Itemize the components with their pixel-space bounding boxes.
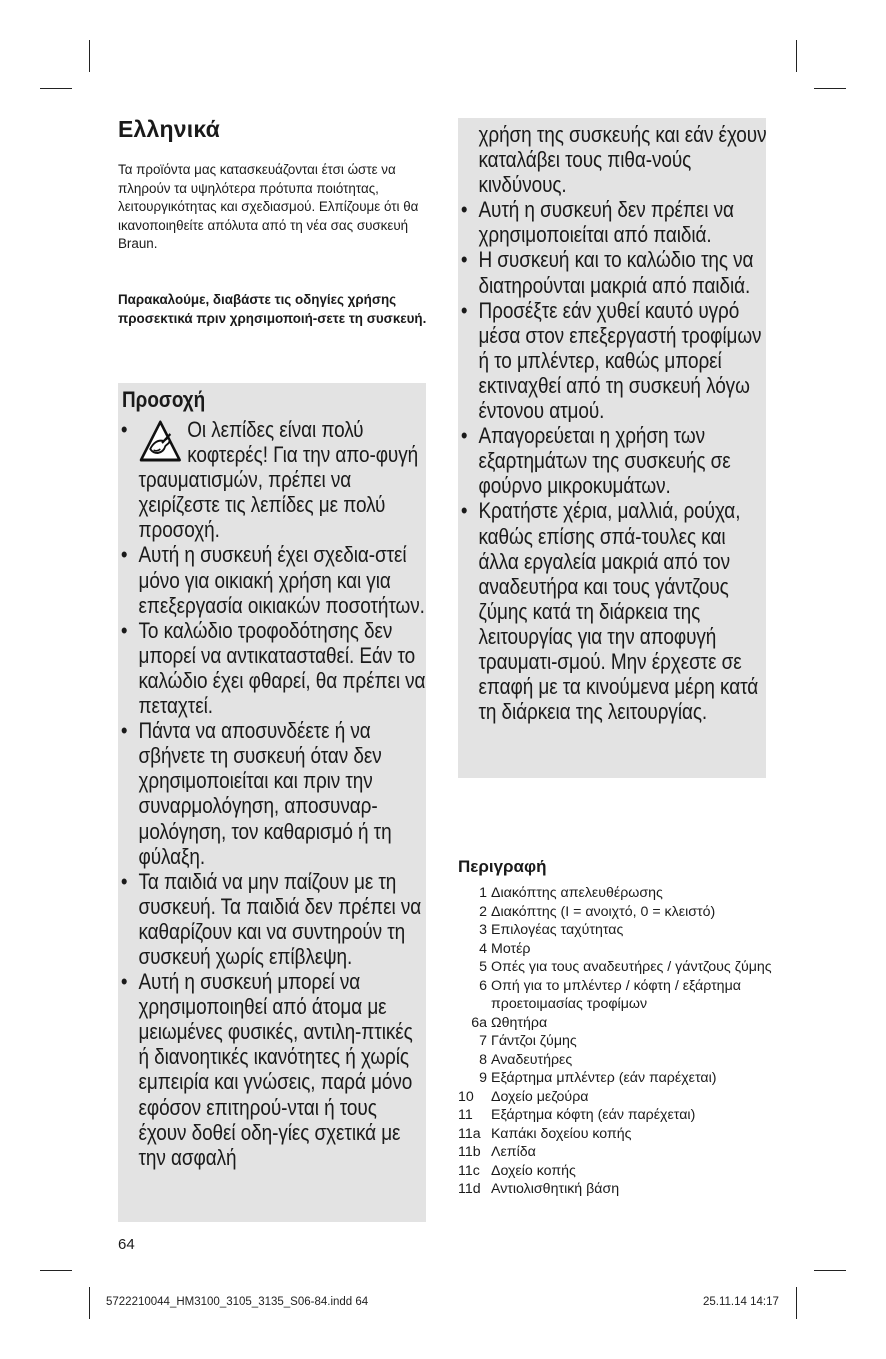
crop-mark (796, 1287, 797, 1319)
caution-item (460, 423, 767, 498)
part-label: Καπάκι δοχείου κοπής (491, 1125, 632, 1142)
caution-list (120, 417, 427, 1170)
part-number: 10 (458, 1088, 474, 1105)
caution-item (460, 298, 767, 423)
caution-box-continued (458, 118, 766, 778)
part-number: 3 (479, 922, 487, 938)
part-label: Εξάρτημα κόφτη (εάν παρέχεται) (491, 1107, 696, 1123)
read-instructions-notice: Παρακαλούμε, διαβάστε τις οδηγίες χρήσης προσεκτικά πριν χρησιμοποιή-σετε τη συσκευή. (118, 292, 427, 326)
part-number: 5 (479, 959, 487, 975)
caution-item-text: Προσέξτε εάν χυθεί καυτό υγρό μέσα στον επεξεργαστή τροφίμων ή το μπλέντερ, καθώς μπορεί εκτιναχθεί από τη συσκευή λόγω έντονου ατμού. (478, 297, 762, 424)
bullet: • (120, 417, 128, 442)
caution-item (120, 869, 427, 969)
caution-item-continuation: χρήση της συσκευής και εάν έχουν καταλάβει τους πιθα-νούς κινδύνους. (478, 122, 767, 198)
part-item (458, 958, 778, 977)
part-item (458, 1162, 778, 1181)
intro-paragraph: Τα προϊόντα μας κατασκευάζονται έτσι ώστε να πληρούν τα υψηλότερα πρότυπα ποιότητας, λειτουργικότητας και σχεδιασμού. Ελπίζουμε ότι θα ικανοποιηθείτε απόλυτα από τη νέα σας συσκευή Braun. (118, 162, 419, 252)
caution-heading: Προσοχή (122, 387, 206, 412)
language-heading: Ελληνικά (118, 116, 220, 142)
part-item (458, 1032, 778, 1051)
caution-item-text: Το καλώδιο τροφοδότησης δεν μπορεί να αντικατασταθεί. Εάν το καλώδιο έχει φθαρεί, θα πρέπει να πεταχτεί. (138, 617, 426, 719)
part-item (458, 921, 778, 940)
caution-item (120, 542, 427, 617)
part-number: 4 (479, 940, 487, 957)
page-number: 64 (118, 1236, 135, 1253)
part-label: Γάντζοι ζύμης (491, 1033, 577, 1049)
crop-mark (796, 40, 797, 72)
caution-list-continued (460, 122, 767, 724)
part-label: Ωθητήρα (491, 1014, 548, 1031)
bullet: • (460, 423, 468, 449)
caution-item-text: Τα παιδιά να μην παίζουν με τη συσκευή. Τα παιδιά δεν πρέπει να καθαρίζουν και να συντηρούν τη συσκευή χωρίς επίβλεψη. (138, 868, 422, 969)
caution-box (118, 383, 426, 1222)
bullet: • (460, 297, 468, 323)
parts-list (458, 884, 778, 1199)
bullet: • (120, 969, 128, 995)
caution-item (120, 718, 427, 869)
caution-item-text: Αυτή η συσκευή μπορεί να χρησιμοποιηθεί από άτομα με μειωμένες φυσικές, αντιλη-πτικές ή διανοητικές ικανότητες ή χωρίς εμπειρία και γνώσεις, παρά μόνο εφόσον επιτηρού-νται ή τους έχουν δοθεί οδη-γίες σχετικά με την ασφαλή (138, 969, 413, 1170)
part-label: Λεπίδα (491, 1144, 536, 1160)
caution-item (460, 498, 767, 724)
caution-item-text: Η συσκευή και το καλώδιο της να διατηρούνται μακριά από παιδιά. (478, 247, 754, 298)
part-item (458, 903, 778, 922)
caution-item-text: Απαγορεύεται η χρήση των εξαρτημάτων της συσκευής σε φούρνο μικροκυμάτων. (478, 423, 731, 499)
part-label: Αντιολισθητική βάση (491, 1181, 620, 1197)
part-label: Οπές για τους αναδευτήρες / γάντζους ζύμης (491, 959, 772, 975)
caution-item-text: Αυτή η συσκευή δεν πρέπει να χρησιμοποιείται από παιδιά. (478, 197, 734, 248)
part-label: Μοτέρ (491, 940, 531, 957)
bullet: • (460, 197, 468, 223)
part-item (458, 977, 778, 1014)
part-label: Οπή για το μπλέντερ / κόφτη / εξάρτημα προετοιμασίας τροφίμων (491, 977, 741, 1012)
part-label: Δοχείο μεζούρα (491, 1088, 589, 1105)
part-number: 7 (479, 1033, 487, 1049)
bullet: • (460, 498, 468, 524)
part-item (458, 1088, 778, 1107)
caution-item-text: Οι λεπίδες είναι πολύ κοφτερές! Για την απο-φυγή τραυματισμών, πρέπει να χειρίζεστε τις λεπίδες με πολύ προσοχή. (138, 417, 419, 543)
caution-item (120, 618, 427, 718)
part-number: 11b (458, 1144, 481, 1160)
caution-item-text: Κρατήστε χέρια, μαλλιά, ρούχα, καθώς επίσης σπά-τουλες και άλλα εργαλεία μακριά από τον αναδευτήρα και τους γάντζους ζύμης κατά τη διάρκεια της λειτουργίας για την αποφυγή τραυματι-σμού. Μην έρχεστε σε επαφή με τα κινούμενα μέρη κατά τη διάρκεια της λειτουργίας. (478, 498, 759, 725)
bullet: • (120, 542, 128, 568)
part-number: 11 (458, 1107, 473, 1123)
part-number: 11c (458, 1162, 480, 1179)
part-item (458, 1014, 778, 1033)
part-label: Διακόπτης απελευθέρωσης (491, 885, 663, 901)
caution-item (460, 247, 767, 297)
caution-item-text: Αυτή η συσκευή έχει σχεδια-στεί μόνο για οικιακή χρήση και για επεξεργασία οικιακών ποσοτήτων. (138, 542, 425, 618)
bullet: • (460, 247, 468, 273)
part-label: Επιλογέας ταχύτητας (491, 922, 624, 938)
part-number: 9 (479, 1070, 487, 1086)
part-item (458, 940, 778, 959)
part-number: 6 (479, 977, 487, 994)
part-number: 1 (479, 885, 487, 901)
part-item (458, 1051, 778, 1070)
part-label: Δοχείο κοπής (491, 1162, 576, 1179)
bullet: • (120, 718, 128, 744)
part-label: Αναδευτήρες (491, 1051, 573, 1068)
part-number: 8 (479, 1051, 487, 1068)
crop-mark (40, 88, 72, 89)
description-heading: Περιγραφή (458, 857, 547, 876)
caution-item (120, 969, 427, 1170)
footer-datetime: 25.11.14 14:17 (703, 1296, 779, 1308)
part-label: Εξάρτημα μπλέντερ (εάν παρέχεται) (491, 1070, 717, 1086)
part-label: Διακόπτης (I = ανοιχτό, 0 = κλειστό) (491, 903, 716, 920)
bullet: • (120, 868, 128, 894)
part-item (458, 1069, 778, 1088)
blade-hazard-warning-icon (138, 419, 182, 463)
caution-item (460, 197, 767, 247)
part-number: 11d (458, 1181, 481, 1197)
crop-mark (40, 1270, 72, 1271)
footer-filename: 5722210044_HM3100_3105_3135_S06-84.indd 64 (106, 1296, 369, 1308)
part-item (458, 884, 778, 903)
part-number: 6a (471, 1014, 487, 1031)
part-item (458, 1106, 778, 1125)
part-item (458, 1125, 778, 1144)
bullet: • (120, 617, 128, 643)
part-number: 11a (458, 1125, 481, 1142)
caution-item-text: Πάντα να αποσυνδέετε ή να σβήνετε τη συσκευή όταν δεν χρησιμοποιείται και πριν την συναρμολόγηση, αποσυναρ-μολόγηση, τον καθαρισμό ή τη φύλαξη. (138, 718, 392, 869)
part-number: 2 (479, 903, 487, 920)
part-item (458, 1180, 778, 1199)
crop-mark (814, 88, 846, 89)
part-item (458, 1143, 778, 1162)
crop-mark (89, 40, 90, 72)
crop-mark (89, 1287, 90, 1319)
crop-mark (814, 1270, 846, 1271)
caution-item (120, 417, 427, 542)
